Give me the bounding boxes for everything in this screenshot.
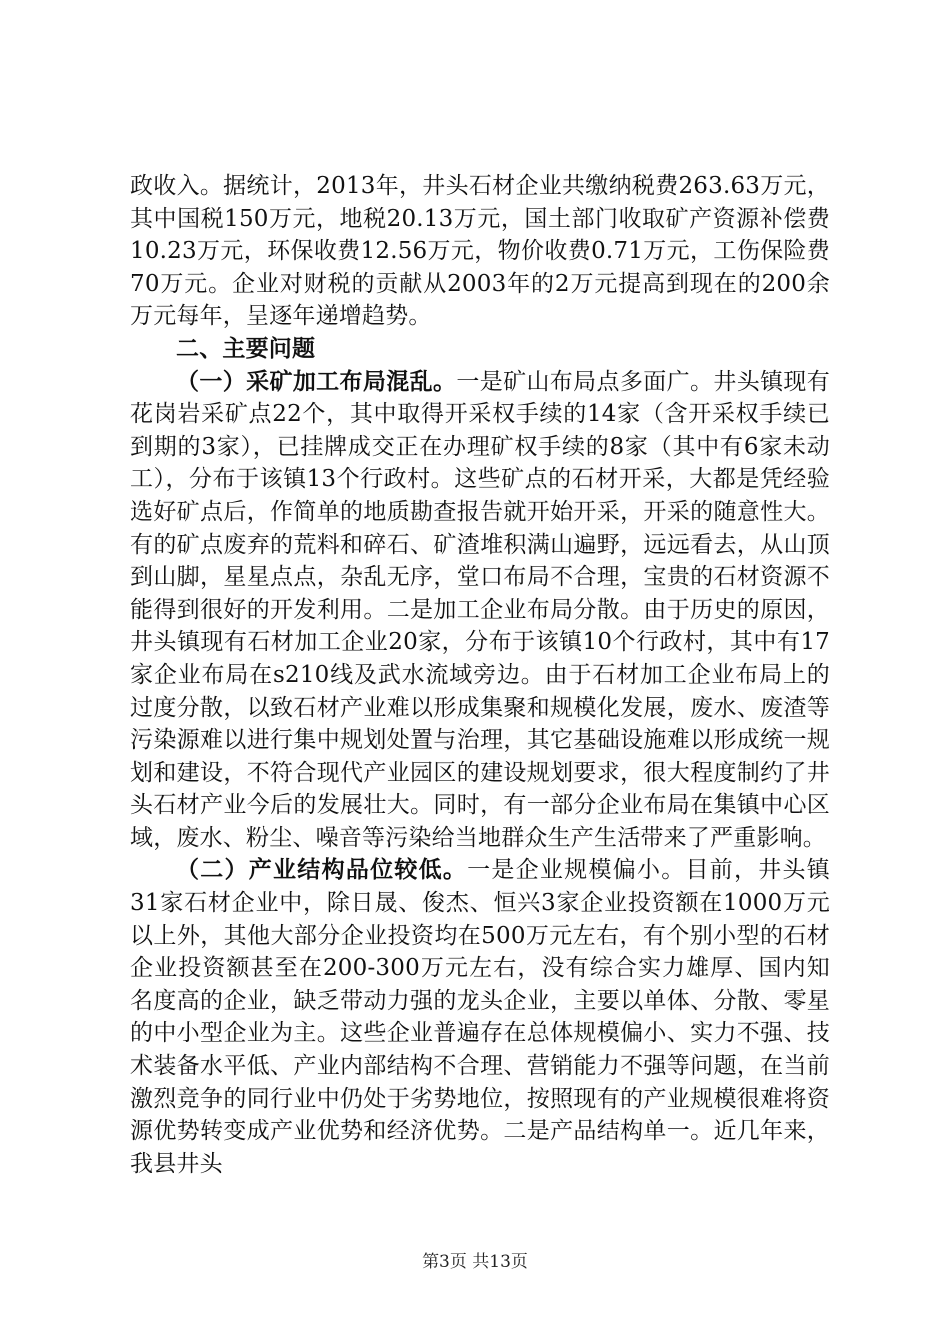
section-heading: 二、主要问题	[176, 334, 316, 362]
paragraph-industry-structure	[130, 854, 830, 1180]
paragraph-text: 一是矿山布局点多面广。井头镇现有花岗岩采矿点22个，其中取得开采权手续的14家（含开采权手续已到期的3家），已挂牌成交正在办理矿权手续的8家（其中有6家未动工），分布于该镇13个行政村。这些矿点的石材开采，大都是凭经验选好矿点后，作简单的地质勘查报告就开始开采，开采的随意性大。有的矿点废弃的荒料和碎石、矿渣堆积满山遍野，远远看去，从山顶到山脚，星星点点，杂乱无序，堂口布局不合理，宝贵的石材资源不能得到很好的开发利用。二是加工企业布局分散。由于历史的原因，井头镇现有石材加工企业20家，分布于该镇10个行政村，其中有17家企业布局在s210线及武水流域旁边。由于石材加工企业布局上的过度分散，以致石材产业难以形成集聚和规模化发展，废水、废渣等污染源难以进行集中规划处置与治理，其它基础设施难以形成统一规划和建设，不符合现代产业园区的建设规划要求，很大程度制约了井头石材产业今后的发展壮大。同时，有一部分企业布局在集镇中心区域，废水、粉尘、噪音等污染给当地群众生产生活带来了严重影响。	[130, 368, 830, 851]
page-number: 第3页	[422, 1252, 467, 1272]
paragraph-fiscal-revenue: 政收入。据统计，2013年，井头石材企业共缴纳税费263.63万元，其中国税150万元，地税20.13万元，国土部门收取矿产资源补偿费10.23万元，环保收费12.56万元，物价收费0.71万元，工伤保险费70万元。企业对财税的贡献从2003年的2万元提高到现在的200余万元每年，呈逐年递增趋势。	[130, 173, 830, 330]
paragraph-text: 一是企业规模偏小。目前，井头镇31家石材企业中，除日晟、俊杰、恒兴3家企业投资额在1000万元以上外，其他大部分企业投资均在500万元左右，有个别小型的石材企业投资额甚至在200-300万元左右，没有综合实力雄厚、国内知名度高的企业，缺乏带动力强的龙头企业，主要以单体、分散、零星的中小型企业为主。这些企业普遍存在总体规模偏小、实力不强、技术装备水平低、产业内部结构不合理、营销能力不强等问题，在当前激烈竞争的同行业中仍处于劣势地位，按照现有的产业规模很难将资源优势转变成产业优势和经济优势。二是产品结构单一。近几年来，我县井头	[130, 857, 830, 1177]
paragraph-lead: （一）采矿加工布局混乱。	[176, 367, 457, 395]
paragraph-lead: （二）产业结构品位较低。	[176, 856, 468, 884]
document-body	[130, 170, 830, 1180]
page-footer	[0, 1247, 950, 1272]
paragraph-mining-layout	[130, 366, 830, 855]
page-total: 共13页	[472, 1252, 528, 1272]
